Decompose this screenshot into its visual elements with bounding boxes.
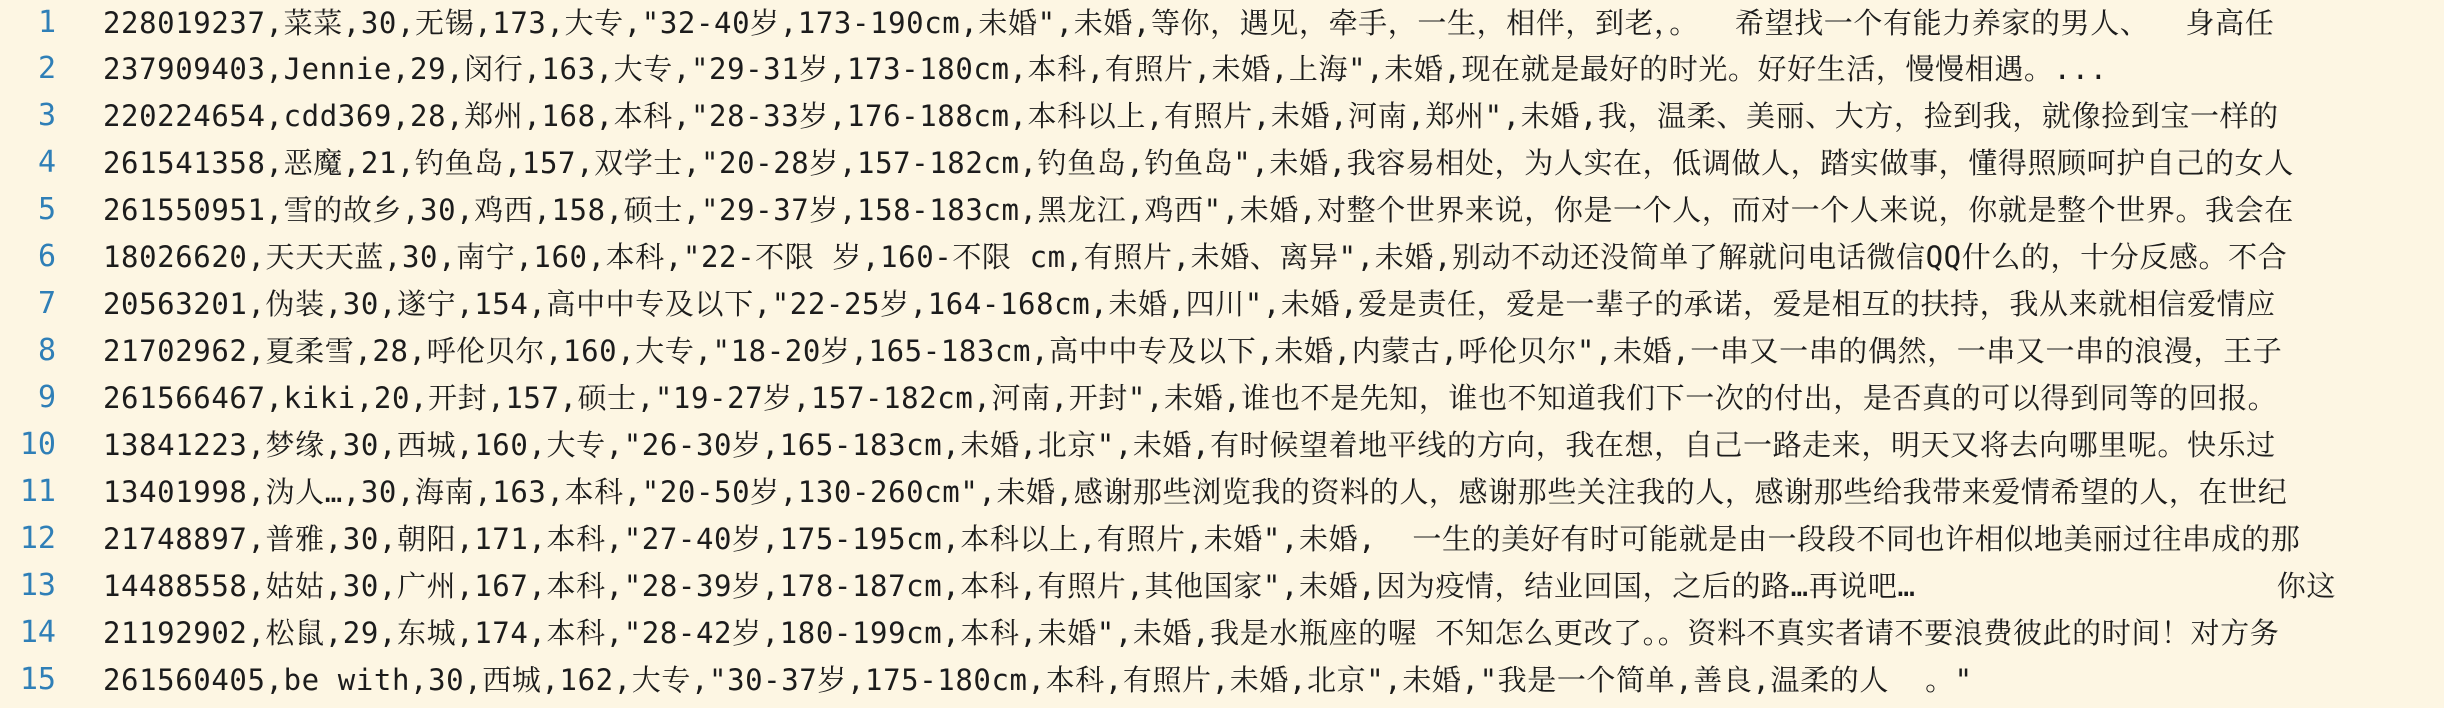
line-text[interactable]: 13401998,沩人…,30,海南,163,本科,"20-50岁,130-260cm",未婚,感谢那些浏览我的资料的人，感谢那些关注我的人，感谢那些给我带来爱情希望的人，在世纪 [103, 475, 2288, 509]
editor-line[interactable] [0, 281, 2444, 327]
line-number: 8 [37, 333, 56, 368]
editor-line[interactable] [0, 187, 2444, 233]
line-text[interactable]: 21748897,普雅,30,朝阳,171,本科,"27-40岁,175-195cm,本科以上,有照片,未婚",未婚, 一生的美好有时可能就是由一段段不同也许相似地美丽过往串成的那 [103, 522, 2301, 556]
editor-line[interactable] [0, 610, 2444, 656]
line-number: 6 [37, 239, 56, 274]
line-text[interactable]: 261541358,恶魔,21,钓鱼岛,157,双学士,"20-28岁,157-182cm,钓鱼岛,钓鱼岛",未婚,我容易相处，为人实在，低调做人，踏实做事，懂得照顾呵护自己的女人 [103, 146, 2294, 180]
line-number: 1 [37, 5, 56, 40]
line-number: 2 [37, 51, 56, 86]
line-text[interactable]: 18026620,天天天蓝,30,南宁,160,本科,"22-不限 岁,160-不限 cm,有照片,未婚、离异",未婚,别动不动还没简单了解就问电话微信QQ什么的，十分反感。不合 [103, 240, 2288, 274]
line-text[interactable]: 220224654,cdd369,28,郑州,168,本科,"28-33岁,176-188cm,本科以上,有照片,未婚,河南,郑州",未婚,我，温柔、美丽、大方，捡到我，就像捡到宝一样的 [103, 99, 2279, 133]
line-text[interactable]: 261560405,be with,30,西城,162,大专,"30-37岁,175-180cm,本科,有照片,未婚,北京",未婚,"我是一个简单,善良,温柔的人 。" [103, 663, 1973, 697]
line-text[interactable]: 237909403,Jennie,29,闵行,163,大专,"29-31岁,173-180cm,本科,有照片,未婚,上海",未婚,现在就是最好的时光。好好生活，慢慢相遇。... [103, 52, 2108, 86]
editor-line[interactable] [0, 469, 2444, 515]
line-text[interactable]: 261566467,kiki,20,开封,157,硕士,"19-27岁,157-182cm,河南,开封",未婚,谁也不是先知，谁也不知道我们下一次的付出，是否真的可以得到同等的回报。 [103, 381, 2278, 415]
editor-line[interactable] [0, 0, 2444, 46]
line-number: 9 [37, 380, 56, 415]
line-text[interactable]: 13841223,梦缘,30,西城,160,大专,"26-30岁,165-183cm,未婚,北京",未婚,有时候望着地平线的方向，我在想，自己一路走来，明天又将去向哪里呢。快乐过 [103, 428, 2276, 462]
line-number: 14 [19, 615, 56, 650]
line-text[interactable]: 261550951,雪的故乡,30,鸡西,158,硕士,"29-37岁,158-183cm,黑龙江,鸡西",未婚,对整个世界来说，你是一个人，而对一个人来说，你就是整个世界。我会在 [103, 193, 2294, 227]
line-number: 10 [19, 427, 56, 462]
editor-line[interactable] [0, 657, 2444, 703]
line-text[interactable]: 228019237,菜菜,30,无锡,173,大专,"32-40岁,173-190cm,未婚",未婚,等你，遇见，牵手，一生，相伴，到老，。 希望找一个有能力养家的男人、 身高任 [103, 6, 2275, 40]
line-number: 15 [19, 662, 56, 697]
line-text[interactable]: 14488558,姑姑,30,广州,167,本科,"28-39岁,178-187cm,本科,有照片,其他国家",未婚,因为疫情，结业回国，之后的路…再说吧… 你这 [103, 569, 2336, 603]
editor-line[interactable] [0, 563, 2444, 609]
editor-line[interactable] [0, 328, 2444, 374]
line-number: 11 [19, 474, 56, 509]
line-number: 12 [19, 521, 56, 556]
line-number: 5 [37, 192, 56, 227]
editor-line[interactable] [0, 140, 2444, 186]
editor-line[interactable] [0, 46, 2444, 92]
line-number: 3 [37, 98, 56, 133]
editor-line[interactable] [0, 516, 2444, 562]
line-number: 4 [37, 145, 56, 180]
line-number: 7 [37, 286, 56, 321]
editor-line[interactable] [0, 375, 2444, 421]
line-text[interactable]: 20563201,伪装,30,遂宁,154,高中中专及以下,"22-25岁,164-168cm,未婚,四川",未婚,爱是责任，爱是一辈子的承诺，爱是相互的扶持，我从来就相信爱情应 [103, 287, 2276, 321]
line-text[interactable]: 21192902,松鼠,29,东城,174,本科,"28-42岁,180-199cm,本科,未婚",未婚,我是水瓶座的喔 不知怎么更改了。。资料不真实者请不要浪费彼此的时间！对方务 [103, 616, 2280, 650]
editor-line[interactable] [0, 234, 2444, 280]
line-text[interactable]: 21702962,夏柔雪,28,呼伦贝尔,160,大专,"18-20岁,165-183cm,高中中专及以下,未婚,内蒙古,呼伦贝尔",未婚,一串又一串的偶然，一串又一串的浪漫，王子 [103, 334, 2283, 368]
editor-line[interactable] [0, 422, 2444, 468]
editor-line[interactable] [0, 93, 2444, 139]
line-number: 13 [19, 568, 56, 603]
